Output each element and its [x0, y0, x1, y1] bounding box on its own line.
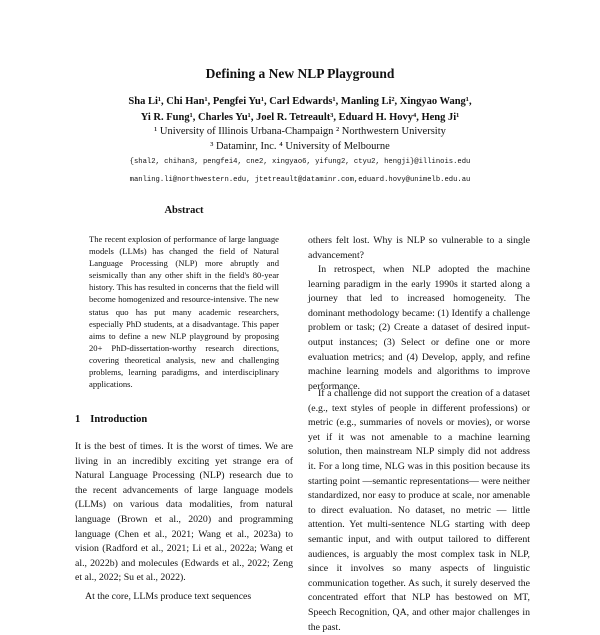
affiliation-line: ¹ University of Illinois Urbana-Champaign ² Northwestern University — [154, 126, 446, 137]
author-list — [0, 94, 600, 126]
right-column-paragraph: others felt lost. Why is NLP so vulnerable to a single advancement? — [308, 235, 530, 261]
intro-paragraph: It is the best of times. It is the worst of times. We are living in an incredibly exciting yet strange era of Natural Language Processing (NLP) research due to the recent advancements of large language models (LLMs) on various data modalities, from natural language (Brown et al., 2020) and programming language (Chen et al., 2021; Wang et al., 2023a) to vision (Radford et al., 2021; Li et al., 2022a; Wang et al., 2022b) and molecules (Edwards et al., 2022; Zeng et al., 2022; Su et al., 2022). — [75, 441, 293, 584]
email-line: {shal2, chihan3, pengfei4, cne2, xingyao6, yifung2, ctyu2, hengji}@illinois.edu — [129, 158, 471, 166]
section-title: Introduction — [90, 414, 148, 425]
abstract-text: The recent explosion of performance of large language models (LLMs) has changed the field of Natural Language Processing (NLP) more abruptly and seismically than any other shift in the field's 80-year history. This has resulted in concerns that the field will become homogenized and resource-intensive. The new status quo has put many academic researchers, especially PhD students, at a disadvantage. This paper aims to define a new NLP playground by proposing 20+ PhD-dissertation-worthy research directions, covering theoretical analysis, new and challenging problems, learning paradigms, and interdisciplinary applications. — [89, 234, 279, 390]
right-column-paragraph: In retrospect, when NLP adopted the machine learning paradigm in the early 1990s it started along a journey that led to increased homogeneity. The dominant methodology became: (1) Identify a challenge problem or task; (2) Create a dataset of desired input-output instances; (3) Select or define one or more evaluation metrics; and (4) Develop, apply, and refine machine learning models and algorithms to improve performance. — [308, 264, 530, 392]
intro-paragraph-continued: At the core, LLMs produce text sequences — [85, 591, 252, 602]
right-column-paragraph: If a challenge did not support the creation of a dataset (e.g., text styles of people in different professions) or metric (e.g., summaries of novels or movies), or worse yet if it was not amenable to a machine learning solution, then mainstream NLP simply did not address it. For a long time, NLG was in this position because its starting point —semantic representations— were neither standardized, nor easy to produce at scale, nor amenable to direct evaluation. No dataset, no metric — little attention. Yet multi-sentence NLG starting with deep semantic input, and with output tailored to different audiences, is arguably the most complex task in NLP, since it involves so many aspects of linguistic communication together. As such, it surely deserved the concentrated effort that NLP has bestowed on MT, Speech Recognition, QA, and other major challenges in the past. — [308, 388, 530, 633]
affiliations — [0, 125, 600, 154]
section-number: 1 — [75, 414, 81, 425]
affiliation-line: ³ Dataminr, Inc. ⁴ University of Melbourne — [210, 140, 390, 152]
email-list — [0, 153, 600, 189]
author-line: Sha Li¹, Chi Han¹, Pengfei Yu¹, Carl Edwards¹, Manling Li², Xingyao Wang¹, — [128, 96, 472, 107]
section-heading — [75, 414, 147, 425]
author-line: Yi R. Fung¹, Charles Yu¹, Joel R. Tetreault³, Eduard H. Hovy⁴, Heng Ji¹ — [140, 112, 460, 123]
abstract-heading: Abstract — [164, 205, 204, 216]
email-line: manling.li@northwestern.edu, jtetreault@dataminr.com,eduard.hovy@unimelb.edu.au — [129, 176, 471, 184]
paper-title: Defining a New NLP Playground — [205, 66, 395, 81]
